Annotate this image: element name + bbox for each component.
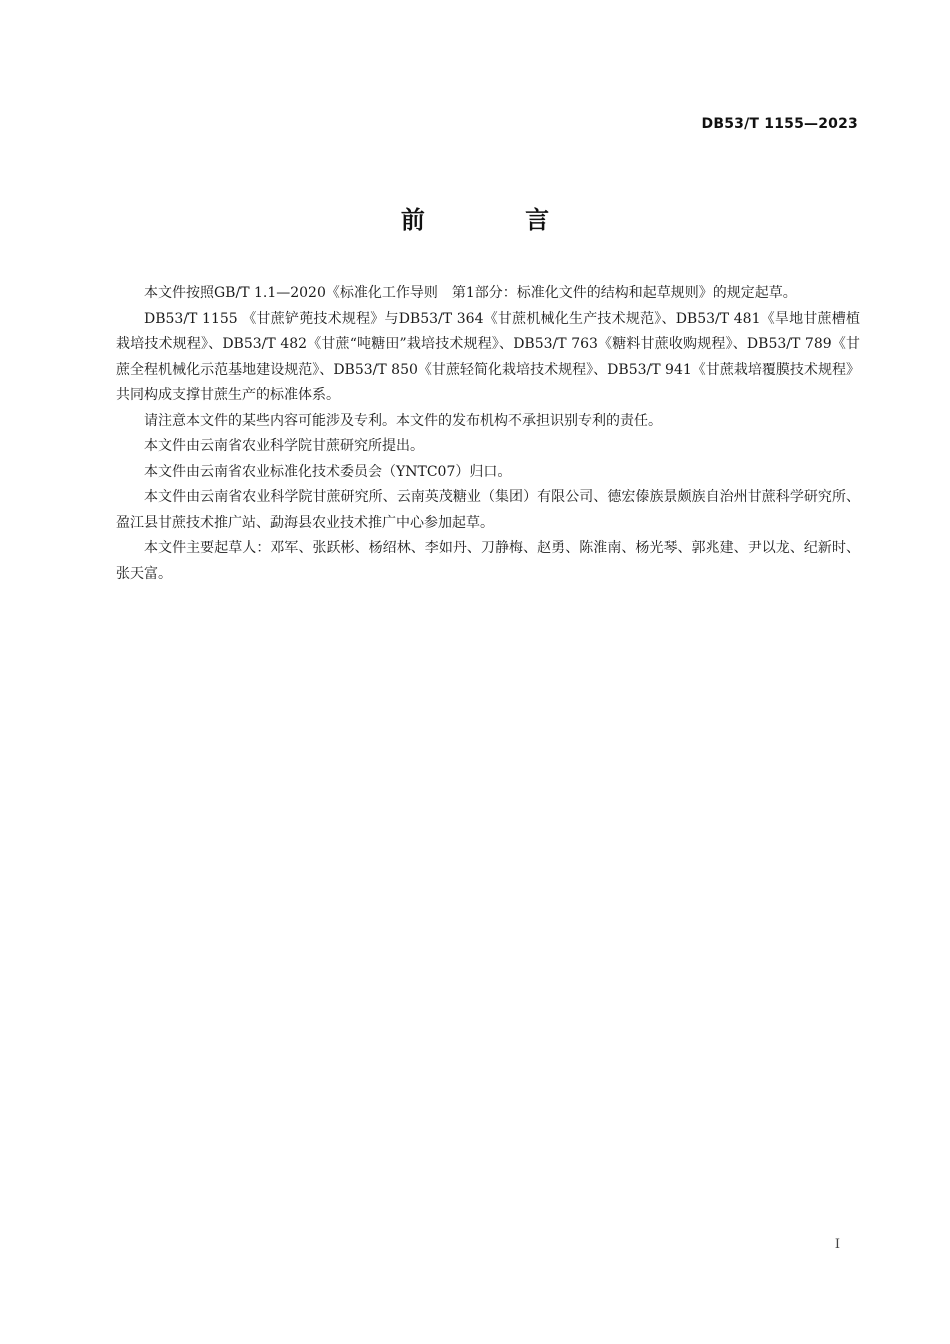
paragraph-drafters: 本文件主要起草人：邓军、张跃彬、杨绍林、李如丹、刀静梅、赵勇、陈淮南、杨光琴、郭兆建、尹以龙、纪新时、张天富。	[116, 540, 860, 582]
paragraph-patent-notice: 请注意本文件的某些内容可能涉及专利。本文件的发布机构不承担识别专利的责任。	[144, 412, 662, 429]
paragraph-proposer: 本文件由云南省农业科学院甘蔗研究所提出。	[144, 438, 424, 454]
page-title: 前 言	[400, 206, 596, 234]
paragraph-drafting-units: 本文件由云南省农业科学院甘蔗研究所、云南英茂糖业（集团）有限公司、德宏傣族景颇族自治州甘蔗科学研究所、盈江县甘蔗技术推广站、勐海县农业技术推广中心参加起草。	[116, 489, 860, 531]
foreword-body	[116, 281, 860, 587]
paragraph-committee: 本文件由云南省农业标准化技术委员会（YNTC07）归口。	[144, 463, 512, 480]
page-number: I	[834, 1237, 840, 1252]
paragraph-drafting-basis: 本文件按照GB/T 1.1—2020《标准化工作导则 第1部分：标准化文件的结构和起草规则》的规定起草。	[144, 285, 797, 301]
paragraph-standard-system: DB53/T 1155 《甘蔗铲蔸技术规程》与DB53/T 364《甘蔗机械化生产技术规范》、DB53/T 481《旱地甘蔗槽植栽培技术规程》、DB53/T 482《甘蔗“吨糖田”栽培技术规程》、DB53/T 763《糖料甘蔗收购规程》、DB53/T 789《甘蔗全程机械化示范基地建设规范》、DB53/T 850《甘蔗轻简化栽培技术规程》、DB53/T 941《甘蔗栽培覆膜技术规程》共同构成支撑甘蔗生产的标准体系。	[116, 310, 860, 403]
standard-code: DB53/T 1155—2023	[701, 116, 858, 132]
